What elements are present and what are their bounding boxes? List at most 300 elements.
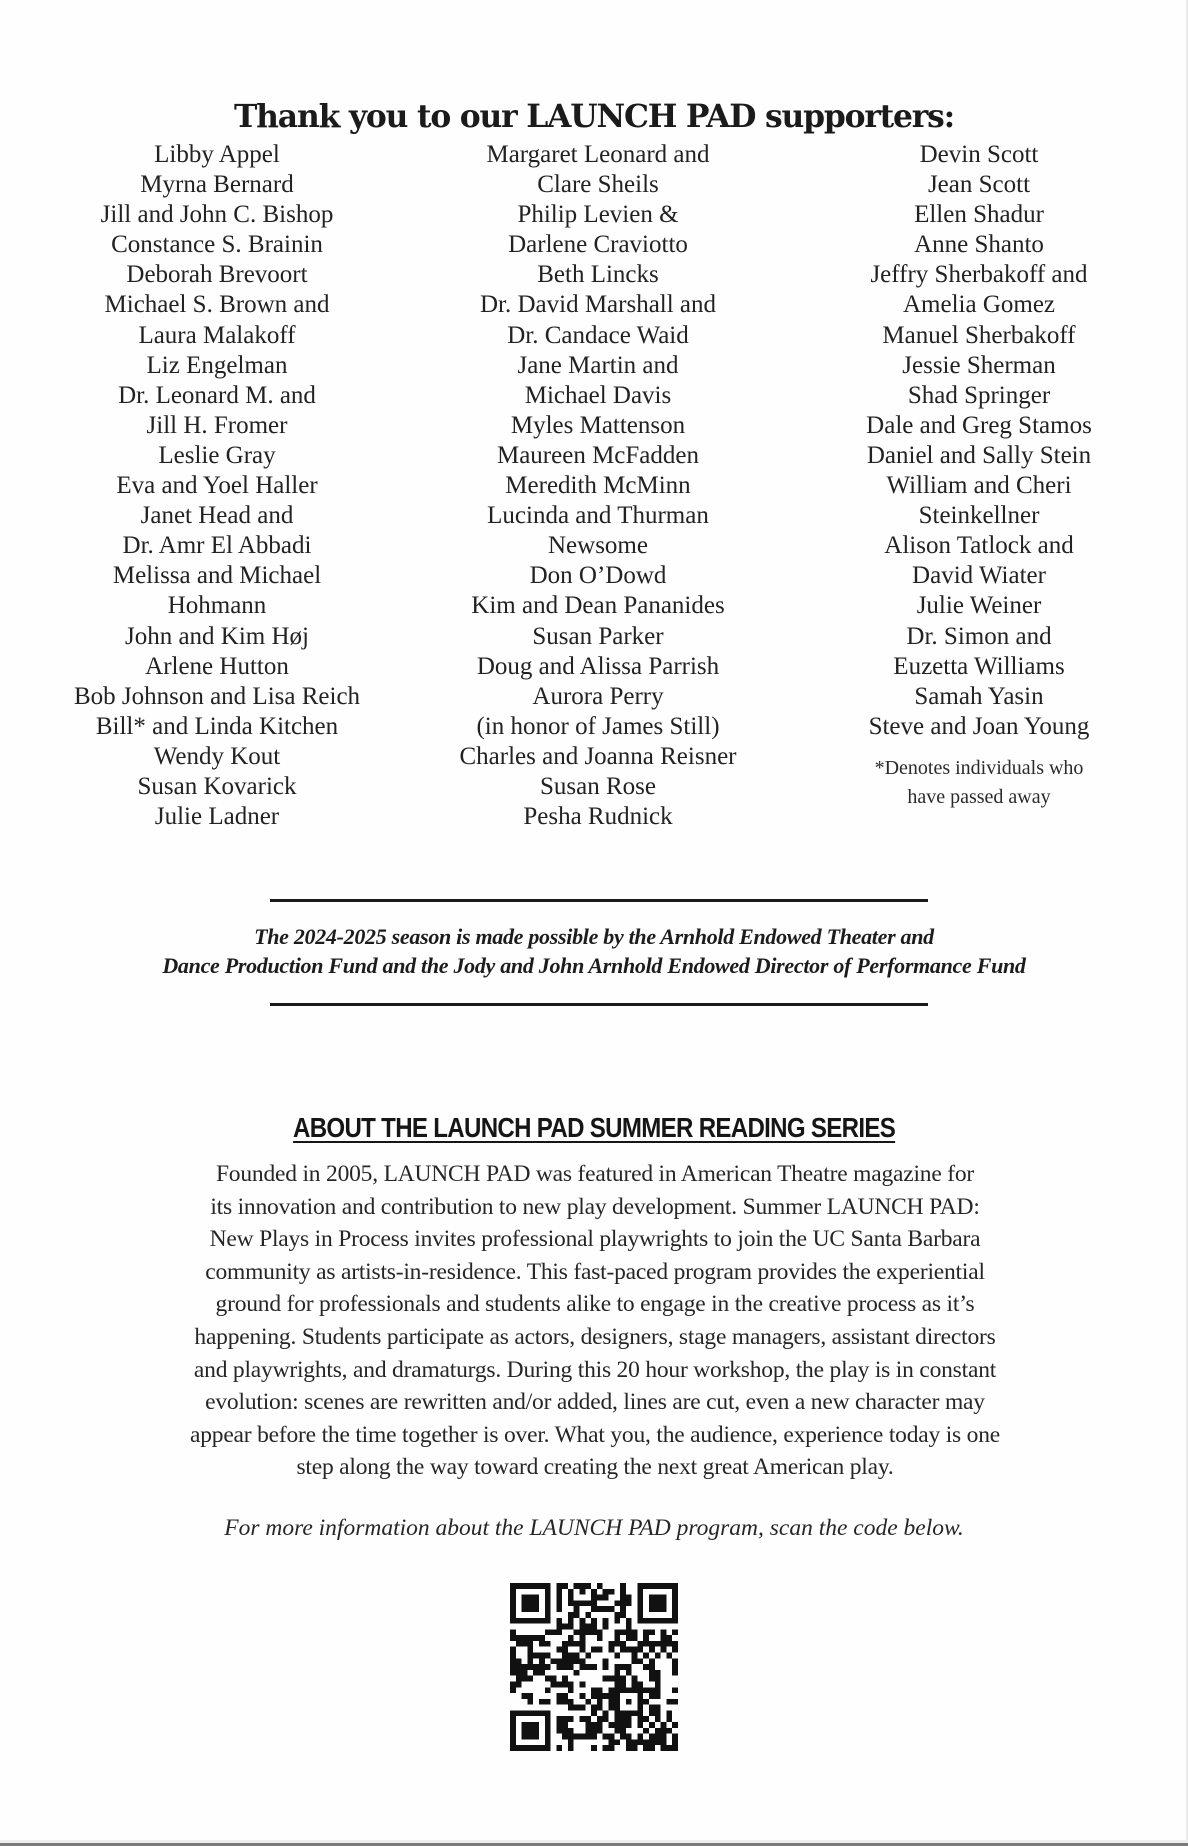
qr-module: [527, 1734, 533, 1740]
qr-module: [597, 1716, 603, 1722]
qr-module: [608, 1641, 614, 1647]
qr-module: [527, 1635, 533, 1641]
supporter-name: Melissa and Michael: [112, 562, 322, 590]
qr-module: [637, 1699, 643, 1705]
qr-module: [562, 1583, 568, 1589]
qr-module: [620, 1728, 626, 1734]
qr-module: [580, 1589, 586, 1595]
qr-module: [580, 1664, 586, 1670]
qr-module: [510, 1710, 516, 1716]
qr-module: [591, 1693, 597, 1699]
qr-module: [545, 1722, 551, 1728]
qr-module: [626, 1710, 632, 1716]
qr-module: [562, 1699, 568, 1705]
qr-module: [632, 1676, 638, 1682]
supporter-name: Janet Head and: [140, 502, 294, 530]
qr-module: [614, 1739, 620, 1745]
qr-module: [597, 1705, 603, 1711]
qr-module: [614, 1681, 620, 1687]
qr-module: [545, 1629, 551, 1635]
qr-module: [661, 1739, 667, 1745]
qr-module: [562, 1681, 568, 1687]
qr-module: [643, 1635, 649, 1641]
qr-module: [585, 1664, 591, 1670]
qr-module: [591, 1647, 597, 1653]
qr-module: [574, 1612, 580, 1618]
qr-module: [626, 1716, 632, 1722]
qr-module: [620, 1595, 626, 1601]
qr-module: [522, 1664, 528, 1670]
qr-module: [620, 1606, 626, 1612]
supporter-name: Kim and Dean Pananides: [471, 592, 725, 620]
qr-module: [649, 1710, 655, 1716]
qr-module: [591, 1705, 597, 1711]
supporter-name: Ellen Shadur: [914, 201, 1044, 229]
qr-module: [649, 1676, 655, 1682]
qr-module: [568, 1739, 574, 1745]
qr-module: [603, 1658, 609, 1664]
qr-module: [649, 1647, 655, 1653]
qr-module: [632, 1629, 638, 1635]
qr-module: [545, 1739, 551, 1745]
qr-module: [510, 1734, 516, 1740]
qr-module: [643, 1699, 649, 1705]
qr-module: [649, 1600, 655, 1606]
qr-module: [591, 1722, 597, 1728]
qr-module: [661, 1618, 667, 1624]
qr-module: [585, 1716, 591, 1722]
qr-module: [603, 1618, 609, 1624]
qr-module: [539, 1641, 545, 1647]
qr-module: [516, 1676, 522, 1682]
qr-module: [574, 1641, 580, 1647]
qr-module: [516, 1710, 522, 1716]
qr-module: [516, 1583, 522, 1589]
supporter-name: John and Kim Høj: [124, 622, 310, 650]
qr-module: [527, 1710, 533, 1716]
supporter-name: Michael S. Brown and: [104, 291, 330, 319]
supporter-name: Beth Lincks: [537, 261, 659, 289]
qr-module: [672, 1687, 678, 1693]
qr-module: [527, 1641, 533, 1647]
qr-module: [533, 1745, 539, 1751]
qr-module: [666, 1618, 672, 1624]
qr-module: [620, 1612, 626, 1618]
qr-module: [510, 1745, 516, 1751]
qr-module: [516, 1641, 522, 1647]
qr-module: [591, 1728, 597, 1734]
qr-module: [620, 1716, 626, 1722]
supporter-name: Dr. Amr El Abbadi: [122, 532, 312, 560]
supporter-name: Myrna Bernard: [140, 171, 294, 199]
qr-module: [620, 1629, 626, 1635]
more-info-text: For more information about the LAUNCH PAD program, scan the code below.: [224, 1515, 964, 1541]
qr-module: [672, 1589, 678, 1595]
divider-bottom: [270, 1003, 928, 1006]
qr-module: [510, 1670, 516, 1676]
qr-module: [556, 1658, 562, 1664]
qr-module: [510, 1629, 516, 1635]
qr-module: [655, 1606, 661, 1612]
qr-module: [649, 1687, 655, 1693]
qr-module: [655, 1710, 661, 1716]
footnote: [789, 754, 1169, 812]
qr-module: [574, 1600, 580, 1606]
qr-module: [510, 1612, 516, 1618]
qr-module: [539, 1583, 545, 1589]
supporter-name: Newsome: [548, 532, 648, 560]
qr-module: [539, 1618, 545, 1624]
supporter-name: Lucinda and Thurman: [487, 502, 709, 530]
qr-module: [533, 1722, 539, 1728]
qr-module: [614, 1716, 620, 1722]
about-line: step along the way toward creating the next great American play.: [296, 1454, 894, 1481]
qr-module: [539, 1745, 545, 1751]
qr-module: [608, 1699, 614, 1705]
qr-module: [614, 1629, 620, 1635]
qr-module: [510, 1728, 516, 1734]
qr-module: [603, 1676, 609, 1682]
qr-module: [580, 1583, 586, 1589]
qr-module: [649, 1618, 655, 1624]
qr-module: [655, 1641, 661, 1647]
qr-module: [568, 1745, 574, 1751]
qr-module: [637, 1658, 643, 1664]
qr-module: [649, 1658, 655, 1664]
supporter-name: Don O’Dowd: [529, 562, 667, 590]
qr-module: [568, 1618, 574, 1624]
qr-module: [626, 1734, 632, 1740]
qr-module: [655, 1681, 661, 1687]
qr-module: [597, 1699, 603, 1705]
qr-module: [562, 1658, 568, 1664]
supporter-name: Alison Tatlock and: [884, 532, 1074, 560]
supporter-name: Liz Engelman: [146, 351, 288, 379]
qr-module: [510, 1658, 516, 1664]
qr-module: [556, 1716, 562, 1722]
qr-module: [533, 1595, 539, 1601]
supporter-name: Manuel Sherbakoff: [882, 321, 1076, 349]
qr-module: [643, 1583, 649, 1589]
qr-module: [545, 1618, 551, 1624]
qr-module: [649, 1739, 655, 1745]
qr-module: [545, 1710, 551, 1716]
qr-module: [516, 1681, 522, 1687]
qr-module: [620, 1681, 626, 1687]
qr-module: [591, 1624, 597, 1630]
qr-module: [585, 1722, 591, 1728]
qr-module: [597, 1635, 603, 1641]
qr-module: [568, 1734, 574, 1740]
qr-module: [655, 1670, 661, 1676]
supporter-name: Bob Johnson and Lisa Reich: [73, 682, 361, 710]
qr-module: [649, 1583, 655, 1589]
qr-module: [522, 1641, 528, 1647]
qr-code-icon[interactable]: [510, 1583, 678, 1751]
qr-module: [655, 1676, 661, 1682]
supporter-name: Euzetta Williams: [893, 652, 1065, 680]
qr-module: [655, 1600, 661, 1606]
qr-module: [655, 1728, 661, 1734]
qr-module: [643, 1629, 649, 1635]
qr-module: [614, 1728, 620, 1734]
qr-module: [666, 1583, 672, 1589]
qr-module: [556, 1624, 562, 1630]
qr-module: [626, 1618, 632, 1624]
about-heading-text: ABOUT THE LAUNCH PAD SUMMER READING SERIES: [292, 1112, 896, 1144]
qr-module: [580, 1647, 586, 1653]
supporter-name: Jean Scott: [927, 171, 1031, 199]
supporter-name: Dr. Leonard M. and: [118, 381, 316, 409]
qr-module: [522, 1745, 528, 1751]
qr-module: [626, 1687, 632, 1693]
qr-module: [545, 1641, 551, 1647]
qr-module: [614, 1699, 620, 1705]
supporter-name: Charles and Joanna Reisner: [459, 742, 737, 770]
qr-module: [666, 1728, 672, 1734]
qr-module: [643, 1728, 649, 1734]
supporter-name: Darlene Craviotto: [508, 231, 688, 259]
qr-module: [666, 1699, 672, 1705]
qr-module: [666, 1653, 672, 1659]
qr-module: [545, 1664, 551, 1670]
qr-module: [568, 1600, 574, 1606]
qr-module: [568, 1699, 574, 1705]
about-heading: [0, 1112, 1188, 1144]
qr-module: [568, 1705, 574, 1711]
qr-module: [527, 1699, 533, 1705]
qr-module: [637, 1641, 643, 1647]
qr-module: [562, 1716, 568, 1722]
qr-module: [614, 1676, 620, 1682]
qr-module: [522, 1606, 528, 1612]
qr-module: [637, 1716, 643, 1722]
qr-module: [672, 1612, 678, 1618]
supporter-name: Susan Parker: [532, 622, 664, 650]
qr-module: [591, 1595, 597, 1601]
qr-module: [562, 1722, 568, 1728]
qr-module: [597, 1583, 603, 1589]
qr-module: [672, 1670, 678, 1676]
supporter-name: Eva and Yoel Haller: [116, 472, 318, 500]
supporter-name: Libby Appel: [154, 141, 280, 168]
qr-module: [556, 1647, 562, 1653]
qr-module: [510, 1681, 516, 1687]
qr-module: [533, 1670, 539, 1676]
qr-module: [661, 1629, 667, 1635]
qr-module: [545, 1600, 551, 1606]
qr-module: [614, 1670, 620, 1676]
qr-module: [661, 1606, 667, 1612]
qr-module: [620, 1583, 626, 1589]
qr-module: [522, 1595, 528, 1601]
qr-module: [510, 1722, 516, 1728]
qr-module: [533, 1653, 539, 1659]
qr-module: [603, 1606, 609, 1612]
qr-module: [603, 1595, 609, 1601]
qr-module: [580, 1641, 586, 1647]
qr-module: [637, 1739, 643, 1745]
supporter-name: Clare Sheils: [537, 171, 659, 199]
qr-module: [614, 1653, 620, 1659]
supporter-name: Pesha Rudnick: [523, 803, 673, 831]
qr-module: [562, 1728, 568, 1734]
qr-module: [574, 1653, 580, 1659]
qr-module: [533, 1734, 539, 1740]
supporter-name: Dr. David Marshall and: [479, 291, 717, 319]
qr-module: [632, 1681, 638, 1687]
qr-module: [585, 1728, 591, 1734]
qr-module: [522, 1722, 528, 1728]
qr-module: [556, 1699, 562, 1705]
qr-module: [626, 1647, 632, 1653]
qr-module: [666, 1641, 672, 1647]
qr-module: [551, 1658, 557, 1664]
qr-module: [614, 1612, 620, 1618]
qr-module: [556, 1606, 562, 1612]
qr-module: [545, 1653, 551, 1659]
qr-module: [637, 1722, 643, 1728]
qr-module: [632, 1739, 638, 1745]
qr-module: [527, 1606, 533, 1612]
supporters-column-1: [27, 140, 407, 832]
about-line: community as artists-in-residence. This fast-paced program provides the experiential: [205, 1258, 985, 1285]
qr-module: [545, 1699, 551, 1705]
qr-module: [614, 1687, 620, 1693]
qr-module: [527, 1647, 533, 1653]
qr-module: [574, 1670, 580, 1676]
qr-module: [649, 1629, 655, 1635]
qr-module: [562, 1647, 568, 1653]
qr-module: [608, 1734, 614, 1740]
qr-module: [556, 1618, 562, 1624]
qr-module: [597, 1629, 603, 1635]
qr-module: [568, 1687, 574, 1693]
qr-module: [574, 1583, 580, 1589]
qr-module: [672, 1606, 678, 1612]
qr-module: [527, 1722, 533, 1728]
supporter-name: Michael Davis: [524, 381, 672, 409]
supporter-name: (in honor of James Still): [476, 712, 720, 740]
qr-module: [608, 1739, 614, 1745]
qr-module: [510, 1687, 516, 1693]
qr-module: [556, 1681, 562, 1687]
qr-module: [574, 1705, 580, 1711]
qr-module: [666, 1716, 672, 1722]
supporter-name: Philip Levien &: [517, 201, 679, 229]
qr-module: [533, 1710, 539, 1716]
qr-module: [516, 1664, 522, 1670]
qr-module: [655, 1618, 661, 1624]
supporters-column-3-list: [789, 140, 1169, 742]
supporter-name: Daniel and Sally Stein: [866, 441, 1092, 469]
qr-module: [614, 1635, 620, 1641]
qr-module: [603, 1624, 609, 1630]
supporter-name: Shad Springer: [907, 381, 1051, 409]
qr-module: [672, 1595, 678, 1601]
qr-module: [545, 1745, 551, 1751]
qr-module: [608, 1722, 614, 1728]
qr-module: [516, 1670, 522, 1676]
qr-module: [545, 1589, 551, 1595]
qr-module: [568, 1664, 574, 1670]
qr-module: [620, 1647, 626, 1653]
footnote-line-1: *Denotes individuals who: [874, 756, 1084, 779]
qr-module: [672, 1664, 678, 1670]
qr-module: [580, 1716, 586, 1722]
qr-module: [661, 1728, 667, 1734]
qr-module: [568, 1612, 574, 1618]
qr-module: [672, 1641, 678, 1647]
qr-module: [574, 1629, 580, 1635]
supporter-name: Jessie Sherman: [902, 351, 1056, 379]
qr-module: [527, 1583, 533, 1589]
qr-module: [620, 1734, 626, 1740]
qr-module: [603, 1710, 609, 1716]
qr-module: [539, 1635, 545, 1641]
qr-module: [637, 1693, 643, 1699]
qr-module: [510, 1716, 516, 1722]
qr-module: [527, 1653, 533, 1659]
footnote-line-2: have passed away: [907, 785, 1051, 808]
qr-module: [608, 1647, 614, 1653]
qr-module: [591, 1687, 597, 1693]
supporter-name: Julie Ladner: [154, 803, 280, 831]
qr-module: [545, 1716, 551, 1722]
qr-module: [672, 1583, 678, 1589]
qr-module: [597, 1606, 603, 1612]
qr-module: [632, 1635, 638, 1641]
about-line: Founded in 2005, LAUNCH PAD was featured in American Theatre magazine for: [215, 1161, 975, 1187]
supporter-name: Devin Scott: [919, 141, 1039, 168]
qr-module: [614, 1600, 620, 1606]
qr-module: [655, 1693, 661, 1699]
qr-module: [580, 1734, 586, 1740]
qr-module: [562, 1693, 568, 1699]
qr-module: [574, 1606, 580, 1612]
qr-module: [637, 1705, 643, 1711]
qr-module: [516, 1658, 522, 1664]
qr-module: [608, 1589, 614, 1595]
qr-module: [568, 1658, 574, 1664]
qr-module: [661, 1647, 667, 1653]
qr-module: [539, 1699, 545, 1705]
qr-module: [522, 1693, 528, 1699]
qr-module: [585, 1583, 591, 1589]
qr-module: [562, 1653, 568, 1659]
qr-module: [649, 1670, 655, 1676]
supporter-name: Hohmann: [167, 592, 267, 620]
qr-module: [585, 1653, 591, 1659]
qr-module: [632, 1658, 638, 1664]
qr-module: [603, 1693, 609, 1699]
qr-module: [580, 1600, 586, 1606]
qr-module: [562, 1624, 568, 1630]
qr-module: [516, 1618, 522, 1624]
qr-module: [591, 1734, 597, 1740]
qr-module: [568, 1653, 574, 1659]
qr-module: [568, 1716, 574, 1722]
qr-module: [556, 1693, 562, 1699]
qr-module: [666, 1745, 672, 1751]
supporter-name: Jane Martin and: [517, 351, 679, 379]
qr-module: [603, 1734, 609, 1740]
qr-module: [614, 1722, 620, 1728]
qr-module: [533, 1635, 539, 1641]
qr-module: [574, 1734, 580, 1740]
qr-module: [510, 1618, 516, 1624]
qr-module: [522, 1583, 528, 1589]
